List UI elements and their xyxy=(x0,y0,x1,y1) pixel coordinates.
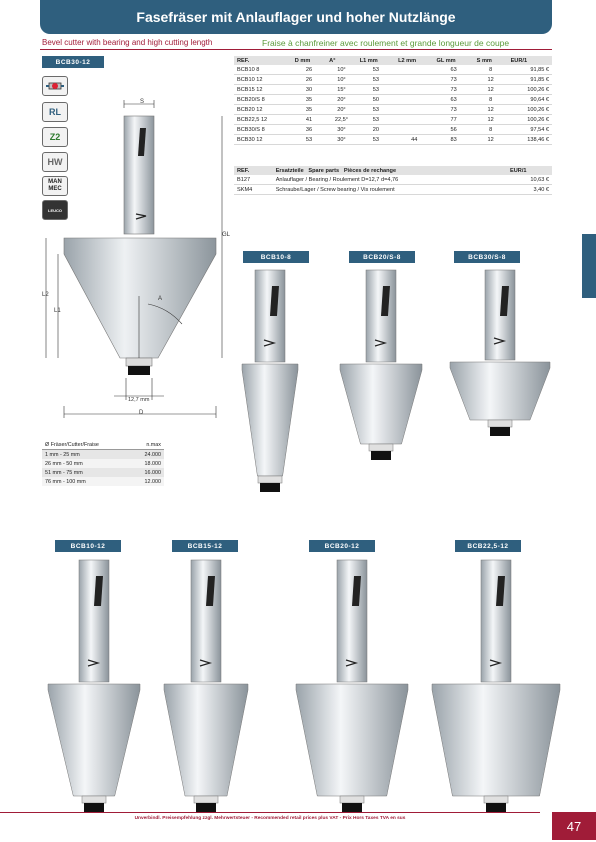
subtitle-english: Bevel cutter with bearing and high cutting length xyxy=(42,38,213,47)
rpm-table xyxy=(42,440,164,486)
spec-header-ref: REF. xyxy=(234,56,292,65)
table-cell: BCB10 12 xyxy=(234,75,292,85)
parts-header-en-label: Spare parts xyxy=(308,167,340,174)
table-row xyxy=(234,85,552,95)
table-cell: 53 xyxy=(357,75,395,85)
section-side-tab xyxy=(582,234,596,298)
dim-s-label: S xyxy=(140,99,145,105)
table-row xyxy=(234,95,552,105)
z2-icon: Z2 xyxy=(42,127,68,147)
table-cell: 8 xyxy=(474,95,508,105)
table-cell: 30° xyxy=(326,125,357,135)
table-cell: 20° xyxy=(326,105,357,115)
table-cell xyxy=(395,125,433,135)
table-cell: 100,26 € xyxy=(508,85,552,95)
table-cell: 73 xyxy=(433,85,473,95)
table-cell: 77 xyxy=(433,115,473,125)
table-cell: BCB30 12 xyxy=(234,135,292,145)
table-cell: 100,26 € xyxy=(508,115,552,125)
footer-price-note: Unverbindl. Preisempfehlung zzgl. Mehrwertsteuer - Recommended retail prices plus VAT - Prix Hors Taxes TVA en sus xyxy=(134,816,406,821)
table-cell: 56 xyxy=(433,125,473,135)
table-row xyxy=(234,105,552,115)
product-tag: BCB20-12 xyxy=(309,540,375,552)
table-cell: 53 xyxy=(357,105,395,115)
table-cell: 20 xyxy=(357,125,395,135)
table-row xyxy=(42,468,164,477)
table-cell: 97,54 € xyxy=(508,125,552,135)
table-cell: 91,85 € xyxy=(508,75,552,85)
rpm-header-diameter: Ø Fräser/Cutter/Fraise xyxy=(45,441,99,448)
table-cell xyxy=(395,75,433,85)
table-cell: 12 xyxy=(474,135,508,145)
table-cell: BCB10 8 xyxy=(234,65,292,75)
table-cell: BCB20 12 xyxy=(234,105,292,115)
table-cell xyxy=(395,95,433,105)
table-cell: BCB15 12 xyxy=(234,85,292,95)
page-title: Fasefräser mit Anlauflager und hoher Nutzlänge xyxy=(40,0,552,34)
cutter-illustration xyxy=(238,268,302,506)
table-cell: 63 xyxy=(433,95,473,105)
table-cell: 35 xyxy=(292,95,326,105)
table-row xyxy=(42,477,164,486)
parts-header-fr-label: Pièces de rechange xyxy=(343,167,397,174)
table-row xyxy=(234,135,552,145)
table-cell: 50 xyxy=(357,95,395,105)
table-cell xyxy=(395,115,433,125)
dim-bearing-label: 12,7 mm xyxy=(128,397,150,403)
table-cell: 53 xyxy=(357,135,395,145)
product-tag: BCB10-12 xyxy=(55,540,121,552)
table-row xyxy=(234,65,552,75)
dim-l2-label: L2 xyxy=(42,292,49,298)
table-cell: BCB30/S 8 xyxy=(234,125,292,135)
table-cell: 12 xyxy=(474,85,508,95)
table-cell: 10° xyxy=(326,65,357,75)
table-cell: 22,5° xyxy=(326,115,357,125)
table-cell: 53 xyxy=(292,135,326,145)
table-row xyxy=(234,115,552,125)
table-cell: Schraube/Lager / Screw bearing / Vis roulement xyxy=(273,185,507,195)
table-cell: B127 xyxy=(234,175,273,185)
table-cell xyxy=(395,105,433,115)
table-cell: 1 mm - 25 mm xyxy=(45,451,80,458)
parts-header-price: EUR/1 xyxy=(507,166,552,175)
rl-icon: RL xyxy=(42,102,68,122)
spec-header-s: S mm xyxy=(474,56,508,65)
spec-header-l2: L2 mm xyxy=(395,56,433,65)
table-cell: 10° xyxy=(326,75,357,85)
subtitle-french: Fraise à chanfreiner avec roulement et grande longueur de coupe xyxy=(262,38,510,48)
table-cell: 8 xyxy=(474,65,508,75)
table-cell: 51 mm - 75 mm xyxy=(45,469,83,476)
spec-header-price: EUR/1 xyxy=(508,56,552,65)
spec-header-gl: GL mm xyxy=(433,56,473,65)
table-cell: 12.000 xyxy=(144,478,161,485)
table-cell: 73 xyxy=(433,105,473,115)
table-cell: 53 xyxy=(357,85,395,95)
spec-header-d: D mm xyxy=(292,56,326,65)
table-cell: SKM4 xyxy=(234,185,273,195)
dim-gl-label: GL xyxy=(222,232,231,238)
table-cell: 30° xyxy=(326,135,357,145)
table-cell: 35 xyxy=(292,105,326,115)
table-cell: 41 xyxy=(292,115,326,125)
table-cell: 44 xyxy=(395,135,433,145)
table-cell: 90,64 € xyxy=(508,95,552,105)
table-cell: 26 xyxy=(292,75,326,85)
table-cell xyxy=(395,65,433,75)
table-cell: 3,40 € xyxy=(507,185,552,195)
table-cell xyxy=(395,85,433,95)
table-cell: 138,46 € xyxy=(508,135,552,145)
dim-d-label: D xyxy=(139,410,144,416)
spec-header-a: A° xyxy=(326,56,357,65)
table-cell: 73 xyxy=(433,75,473,85)
table-cell: 83 xyxy=(433,135,473,145)
table-cell: 24.000 xyxy=(144,451,161,458)
table-cell: 8 xyxy=(474,125,508,135)
table-cell: 18.000 xyxy=(144,460,161,467)
table-row xyxy=(42,459,164,468)
table-cell: 76 mm - 100 mm xyxy=(45,478,86,485)
parts-header-de-label: Ersatzteile xyxy=(275,167,304,174)
technical-drawing xyxy=(36,96,246,426)
table-row xyxy=(234,185,552,195)
product-tag: BCB30/S-8 xyxy=(454,251,520,263)
table-cell: 26 xyxy=(292,65,326,75)
table-cell: 26 mm - 50 mm xyxy=(45,460,83,467)
leuco-icon: LEUCO xyxy=(42,200,68,220)
table-cell: 63 xyxy=(433,65,473,75)
table-cell: 20° xyxy=(326,95,357,105)
table-cell: Anlauflager / Bearing / Roulement D=12,7 d=4,76 xyxy=(273,175,507,185)
product-tag: BCB20/S-8 xyxy=(349,251,415,263)
table-cell: 53 xyxy=(357,115,395,125)
table-cell: 16.000 xyxy=(144,469,161,476)
table-cell: 12 xyxy=(474,115,508,125)
subtitle-divider xyxy=(40,49,552,50)
table-row xyxy=(234,125,552,135)
table-cell: 12 xyxy=(474,75,508,85)
dim-l1-label: L1 xyxy=(54,308,61,314)
table-cell: 53 xyxy=(357,65,395,75)
cutter-illustration xyxy=(44,558,144,826)
cutter-illustration xyxy=(292,558,412,826)
page-number: 47 xyxy=(552,812,596,840)
parts-header-de xyxy=(273,166,507,175)
table-row xyxy=(234,75,552,85)
spec-header-l1: L1 mm xyxy=(357,56,395,65)
cutter-illustration xyxy=(446,268,554,450)
table-cell: 15° xyxy=(326,85,357,95)
main-product-tag: BCB30-12 xyxy=(42,56,104,68)
table-row xyxy=(234,175,552,185)
rpm-header-nmax: n.max xyxy=(146,441,161,448)
cutter-illustration xyxy=(428,558,564,826)
cutter-illustration xyxy=(160,558,252,826)
parts-header-ref: REF. xyxy=(234,166,273,175)
table-cell: 12 xyxy=(474,105,508,115)
table-cell: 91,85 € xyxy=(508,65,552,75)
footer-divider xyxy=(0,812,540,813)
table-cell: 36 xyxy=(292,125,326,135)
man-mec-icon: MAN MEC xyxy=(42,176,68,196)
hw-icon: HW xyxy=(42,152,68,172)
cutter-illustration xyxy=(336,268,426,474)
product-tag: BCB10-8 xyxy=(243,251,309,263)
router-icon xyxy=(42,76,68,96)
product-tag: BCB15-12 xyxy=(172,540,238,552)
table-cell: BCB20/S 8 xyxy=(234,95,292,105)
table-cell: 10,63 € xyxy=(507,175,552,185)
table-cell: BCB22,5 12 xyxy=(234,115,292,125)
parts-table xyxy=(234,166,552,195)
product-tag: BCB22,5-12 xyxy=(455,540,521,552)
table-row xyxy=(42,450,164,460)
spec-table xyxy=(234,56,552,145)
table-cell: 30 xyxy=(292,85,326,95)
table-cell: 100,26 € xyxy=(508,105,552,115)
dim-angle-label: A xyxy=(158,296,163,302)
